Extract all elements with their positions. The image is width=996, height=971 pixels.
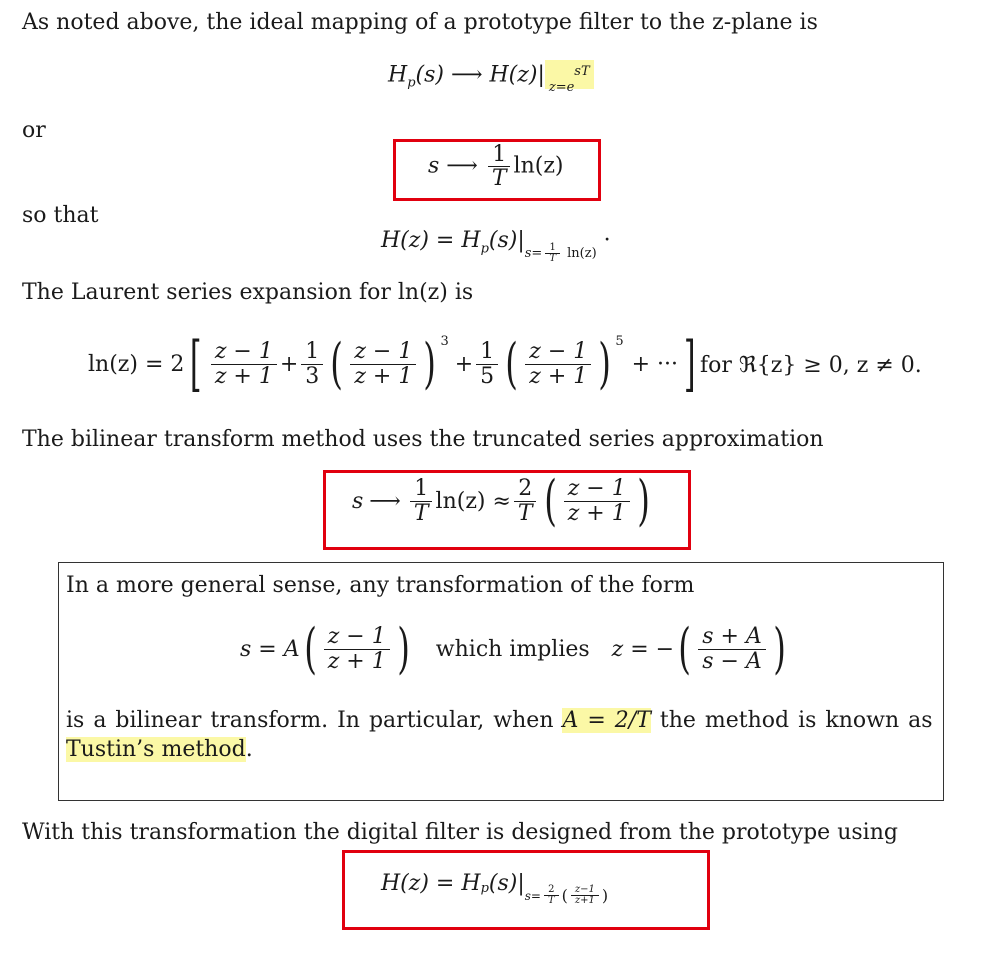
final-intro: With this transformation the digital filter is designed from the prototype using	[22, 820, 898, 845]
laurent-condition: for ℜ{z} ≥ 0, z ≠ 0.	[700, 353, 922, 378]
highlight-tustins-method: Tustin’s method	[66, 737, 246, 762]
equation-ideal-mapping: $H_p(s)$ ⟶ $H(z)|_{z=e}^{sT}$	[388, 62, 594, 91]
intro-text: As noted above, the ideal mapping of a prototype filter to the z-plane is	[22, 10, 818, 35]
word-or: or	[22, 118, 46, 143]
equation-hz: $H(z) = H_p(s)|_{s= \frac{1}{T} ln(z)}$ ·	[381, 228, 611, 264]
equation-truncated-approx: s ⟶ $\frac{1}{T}$ ln(z) ≈ $\frac{2}{T}$ ( $\frac{z - 1}{z + 1}$ )	[352, 469, 650, 532]
word-so-that: so that	[22, 203, 99, 228]
highlight-a-equals: A = 2/T	[562, 708, 651, 733]
laurent-intro: The Laurent series expansion for ln(z) is	[22, 280, 474, 305]
equation-s-mapping: s ⟶ $\frac{1}{T}$ ln(z)	[428, 142, 564, 192]
note-line3: Tustin’s method.	[66, 737, 253, 762]
equation-tustin-design: H(z) = H $_p$ (s)| s= $\frac{2}{T}$ ( $\frac{z-1}{z+1}$ )	[381, 871, 609, 906]
bilinear-intro: The bilinear transform method uses the truncated series approximation	[22, 427, 824, 452]
note-line2: is a bilinear transform. In particular, when A = 2/T the method is known as	[66, 708, 933, 733]
equation-laurent-series: ln(z) = 2 [ $\frac{z - 1}{z + 1}$ + $\frac{1}{3}$ ( $\frac{z - 1}{z + 1}$ ) $^3$ + $\frac{1}{5}$ ( $\frac{z - 1}{z + 1}$ ) $^5$ + ··· ]	[88, 329, 696, 399]
equation-general-bilinear: s = A ( $\frac{z - 1}{z + 1}$ ) which implies z = − ( $\frac{s + A}{s - A}$ )	[240, 617, 786, 680]
note-line1: In a more general sense, any transformation of the form	[66, 573, 695, 598]
